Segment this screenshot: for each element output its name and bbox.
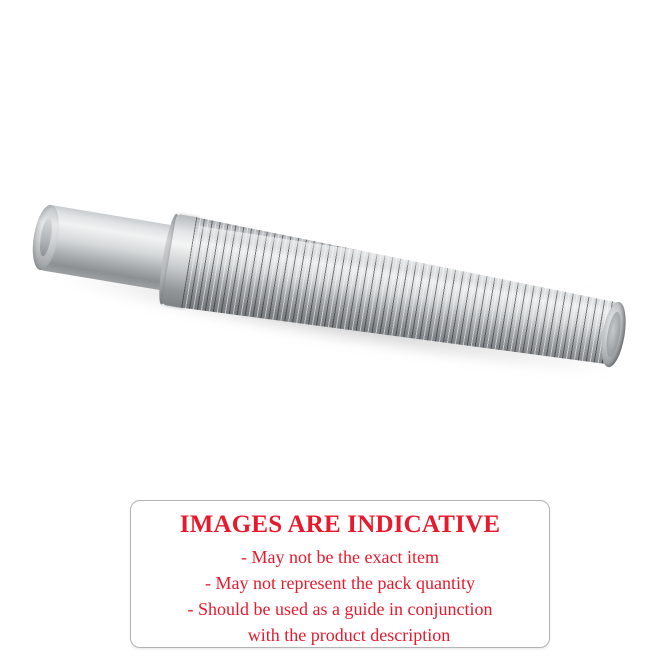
notice-line-1: - May not be the exact item <box>241 546 439 567</box>
notice-line-3: - Should be used as a guide in conjunction <box>187 598 493 619</box>
indicative-image-notice <box>130 500 550 648</box>
notice-line-2: - May not represent the pack quantity <box>205 572 475 593</box>
notice-line-4: with the product description <box>247 625 451 646</box>
notice-title: IMAGES ARE INDICATIVE <box>179 511 501 538</box>
timing-belt-pulley <box>35 179 627 393</box>
